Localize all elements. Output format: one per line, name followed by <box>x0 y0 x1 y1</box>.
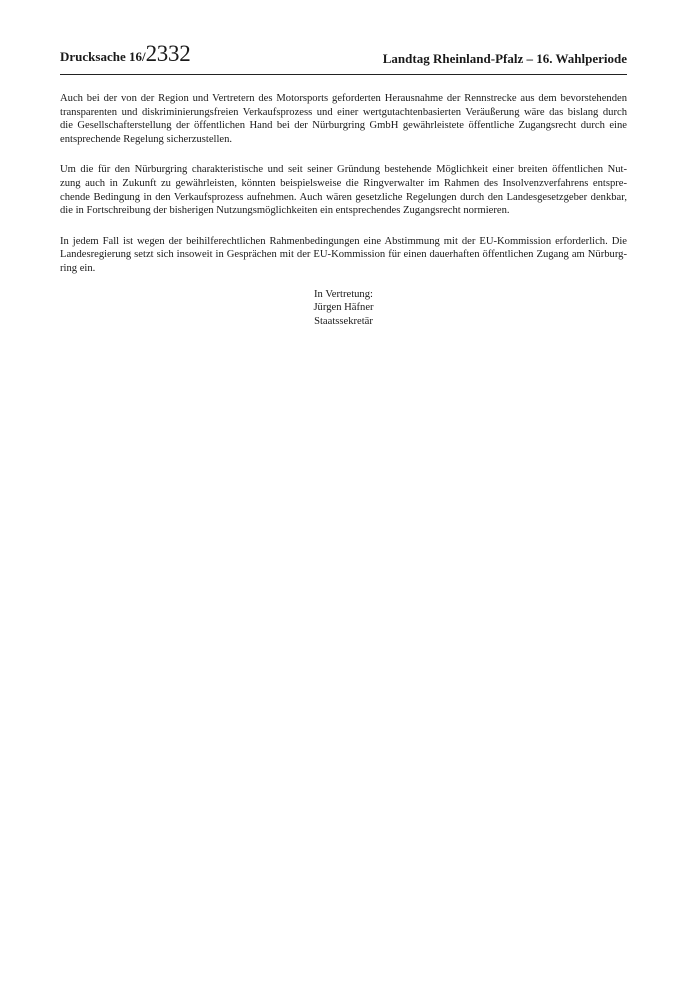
signature-representation: In Vertretung: <box>314 289 373 300</box>
page-header <box>60 40 627 75</box>
paragraph-1 <box>60 92 627 146</box>
paragraph-line: die in Fortschreibung der bisherigen Nutzungsmöglichkeiten ein entsprechendes Zugangsrecht normieren. <box>60 205 510 217</box>
document-number <box>60 41 190 67</box>
paragraph-line: chende Bedingung in den Verkaufsprozess aufnehmen. Auch wären gesetzliche Regelungen durch den Landesgesetzgeber denkbar, <box>60 191 627 203</box>
paragraph-line: ring ein. <box>60 262 96 274</box>
parliament-period: Landtag Rheinland-Pfalz – 16. Wahlperiode <box>382 51 627 66</box>
paragraph-line: die Gesellschafterstellung der öffentlichen Hand bei der Nürburgring GmbH gewährleistete öffentliche Zugangsrecht durch eine <box>60 120 627 132</box>
document-number-value: 2332 <box>145 41 191 66</box>
paragraph-line: entsprechende Regelung sicherzustellen. <box>60 133 233 145</box>
document-number-prefix: Drucksache 16/ <box>60 49 146 64</box>
paragraph-line: zung auch in Zukunft zu gewährleisten, könnten beispielsweise die Ringverwalter im Rahmen des Insolvenzverfahrens entspre- <box>60 177 627 189</box>
paragraph-line: Um die für den Nürburgring charakteristische und seit seiner Gründung bestehende Möglichkeit einer breiten öffentlichen Nut- <box>60 164 627 176</box>
paragraph-3 <box>60 235 627 276</box>
paragraph-line: transparenten und diskriminierungsfreien Verkaufsprozess und einer wertgutachtenbasierten Veräußerung wäre das bislang durch <box>60 106 627 118</box>
signature-name: Jürgen Häfner <box>313 302 374 314</box>
signature-title: Staatssekretär <box>314 315 373 327</box>
document-body <box>60 92 627 293</box>
paragraph-line: Landesregierung setzt sich insoweit in Gesprächen mit der EU-Kommission für einen dauerhaften öffentlichen Zugang am Nürburg- <box>60 249 627 261</box>
paragraph-2 <box>60 163 627 217</box>
paragraph-line: In jedem Fall ist wegen der beihilferechtlichen Rahmenbedingungen eine Abstimmung mit der EU-Kommission erforderlich. Die <box>60 235 627 247</box>
paragraph-line: Auch bei der von der Region und Vertretern des Motorsports geforderten Herausnahme der Rennstrecke aus dem bevorstehenden <box>60 93 627 104</box>
signature-block <box>0 288 687 328</box>
